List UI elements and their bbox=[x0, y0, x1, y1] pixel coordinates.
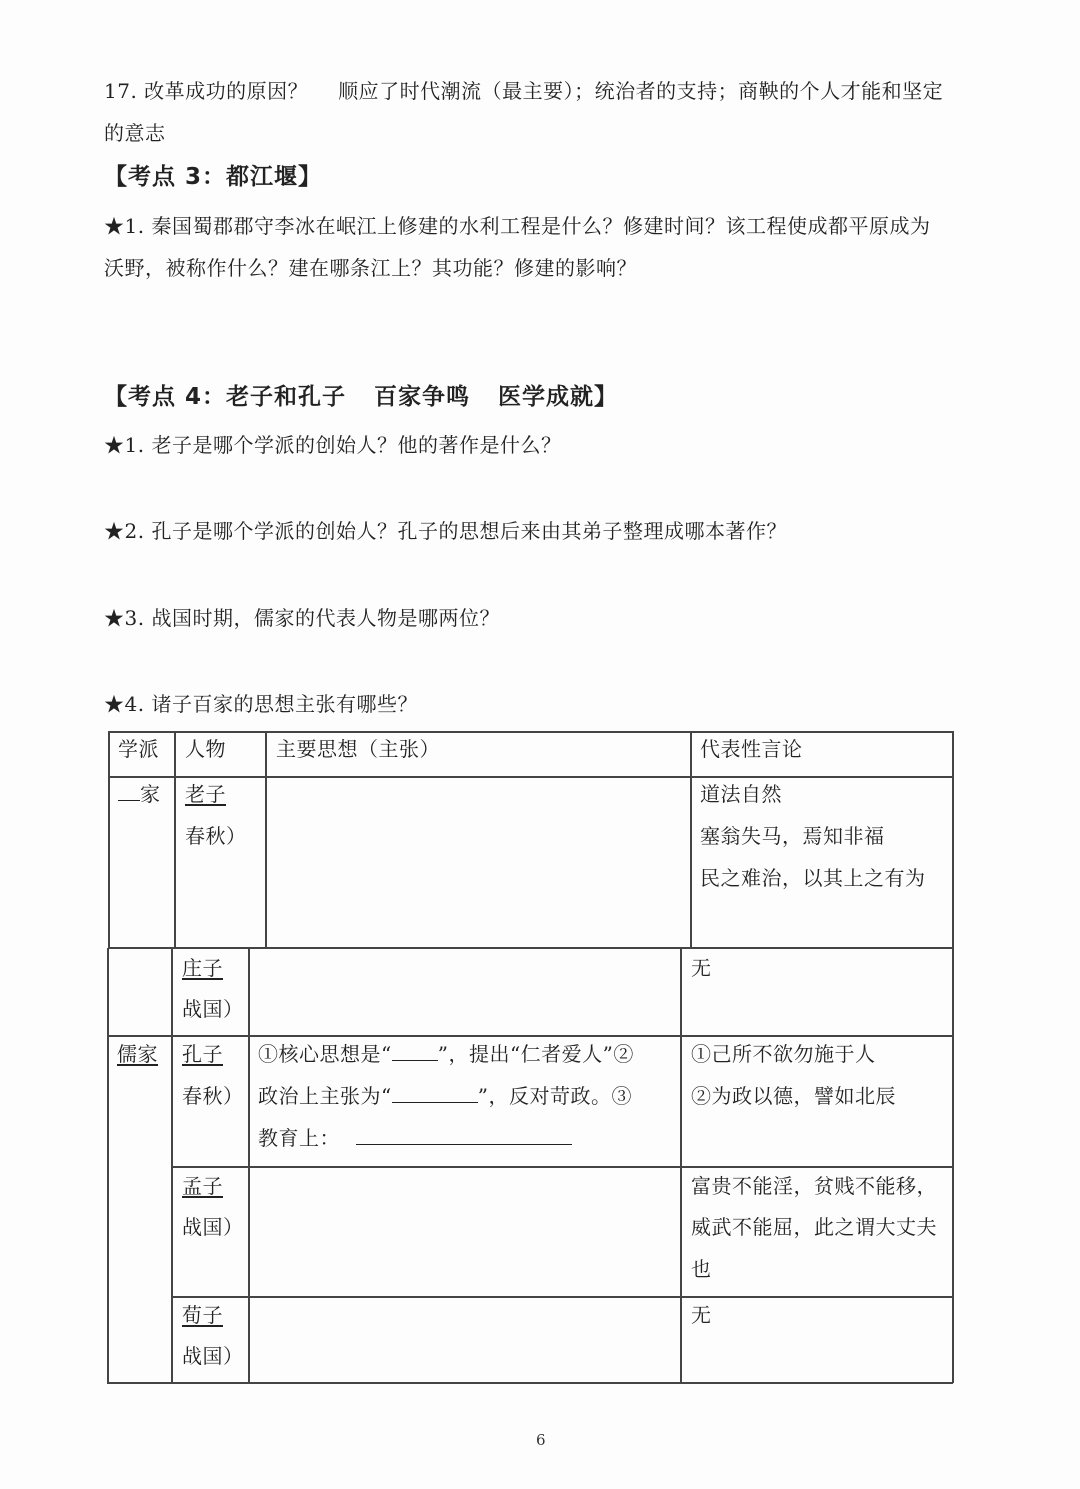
header-quotes: 代表性言论 bbox=[700, 737, 803, 761]
table-line-mengzi-bottom bbox=[172, 1296, 953, 1298]
section4-title-c: 医学成就】 bbox=[498, 384, 619, 410]
mengzi-era: 战国） bbox=[182, 1215, 244, 1239]
kongzi-idea-1b: ”，提出“仁者爱人”② bbox=[437, 1042, 634, 1066]
section4-title-a: 【考点 4：老子和孔子 bbox=[104, 384, 347, 410]
dao-school-suffix: 家 bbox=[140, 782, 161, 806]
table-vline-3b bbox=[248, 948, 250, 1383]
header-main-idea: 主要思想（主张） bbox=[276, 737, 440, 761]
table-vline-1a bbox=[108, 731, 110, 948]
dao-school-cell bbox=[118, 781, 161, 807]
kongzi-idea-line3 bbox=[258, 1125, 572, 1151]
table-vline-4b bbox=[680, 948, 682, 1383]
table-vline-1b bbox=[107, 948, 109, 1383]
table-vline-5a bbox=[952, 731, 954, 948]
laozi-quote-1: 道法自然 bbox=[700, 782, 782, 806]
kongzi-idea-1a: ①核心思想是“ bbox=[258, 1042, 392, 1066]
mengzi-quote-3: 也 bbox=[691, 1257, 712, 1281]
table-vline-4a bbox=[690, 731, 692, 948]
zhuangzi-quote: 无 bbox=[691, 956, 712, 980]
laozi-quote-3: 民之难治，以其上之有为 bbox=[700, 866, 926, 890]
section4-q2: ★2. 孔子是哪个学派的创始人？孔子的思想后来由其弟子整理成哪本著作？ bbox=[104, 519, 787, 543]
table-header-line bbox=[108, 776, 953, 778]
table-vline-2a bbox=[174, 731, 176, 948]
section4-q3: ★3. 战国时期，儒家的代表人物是哪两位？ bbox=[104, 606, 500, 630]
politics-blank bbox=[392, 1084, 478, 1103]
core-idea-blank bbox=[392, 1042, 438, 1061]
kongzi-idea-line1 bbox=[258, 1041, 634, 1067]
table-vline-2b bbox=[171, 948, 173, 1383]
section3-q1-line2: 沃野，被称作什么？建在哪条江上？其功能？修建的影响？ bbox=[104, 256, 637, 280]
table-line-zhuangzi-bottom bbox=[108, 1035, 953, 1037]
kongzi-name: 孔子 bbox=[182, 1042, 223, 1066]
section4-q4: ★4. 诸子百家的思想主张有哪些？ bbox=[104, 692, 418, 716]
q17-answer: 顺应了时代潮流（最主要）；统治者的支持；商鞅的个人才能和坚定 bbox=[338, 79, 944, 103]
table-border-bottom bbox=[107, 1382, 953, 1384]
zhuangzi-era: 战国） bbox=[182, 997, 244, 1021]
dao-school-blank bbox=[118, 782, 140, 801]
table-line-laozi-bottom bbox=[108, 947, 953, 949]
q17-line bbox=[104, 78, 943, 104]
mengzi-quote-2: 威武不能屈，此之谓大丈夫 bbox=[691, 1215, 937, 1239]
education-blank bbox=[356, 1126, 572, 1145]
laozi-name: 老子 bbox=[185, 782, 226, 806]
kongzi-idea-2b: ”，反对苛政。③ bbox=[477, 1084, 632, 1108]
section4-title bbox=[104, 383, 618, 411]
mengzi-quote-1: 富贵不能淫，贫贱不能移， bbox=[691, 1174, 937, 1198]
laozi-era: 春秋） bbox=[185, 824, 247, 848]
section3-q1-line1: ★1. 秦国蜀郡郡守李冰在岷江上修建的水利工程是什么？修建时间？该工程使成都平原成为 bbox=[104, 214, 931, 238]
table-vline-3a bbox=[265, 731, 267, 948]
kongzi-idea-2a: 政治上主张为“ bbox=[258, 1084, 392, 1108]
header-person: 人物 bbox=[185, 737, 226, 761]
kongzi-era: 春秋） bbox=[182, 1084, 244, 1108]
q17-label: 17. 改革成功的原因？ bbox=[104, 79, 309, 103]
section4-title-b: 百家争鸣 bbox=[374, 384, 471, 410]
xunzi-era: 战国） bbox=[182, 1344, 244, 1368]
table-vline-5b bbox=[952, 948, 954, 1383]
ru-school-name: 儒家 bbox=[117, 1042, 158, 1066]
xunzi-quote: 无 bbox=[691, 1303, 712, 1327]
kongzi-quote-2: ②为政以德，譬如北辰 bbox=[691, 1084, 896, 1108]
laozi-quote-2: 塞翁失马，焉知非福 bbox=[700, 824, 885, 848]
kongzi-idea-3: 教育上： bbox=[258, 1126, 340, 1150]
page-number: 6 bbox=[536, 1431, 546, 1449]
section4-q1: ★1. 老子是哪个学派的创始人？他的著作是什么？ bbox=[104, 433, 562, 457]
q17-answer-cont: 的意志 bbox=[104, 121, 166, 145]
kongzi-idea-line2 bbox=[258, 1083, 632, 1109]
zhuangzi-name: 庄子 bbox=[182, 956, 223, 980]
header-school: 学派 bbox=[118, 737, 159, 761]
table-border-top bbox=[108, 731, 953, 733]
xunzi-name: 荀子 bbox=[182, 1303, 223, 1327]
table-line-kongzi-bottom bbox=[172, 1166, 953, 1168]
mengzi-name: 孟子 bbox=[182, 1174, 223, 1198]
kongzi-quote-1: ①己所不欲勿施于人 bbox=[691, 1042, 876, 1066]
section3-title: 【考点 3：都江堰】 bbox=[104, 164, 323, 190]
